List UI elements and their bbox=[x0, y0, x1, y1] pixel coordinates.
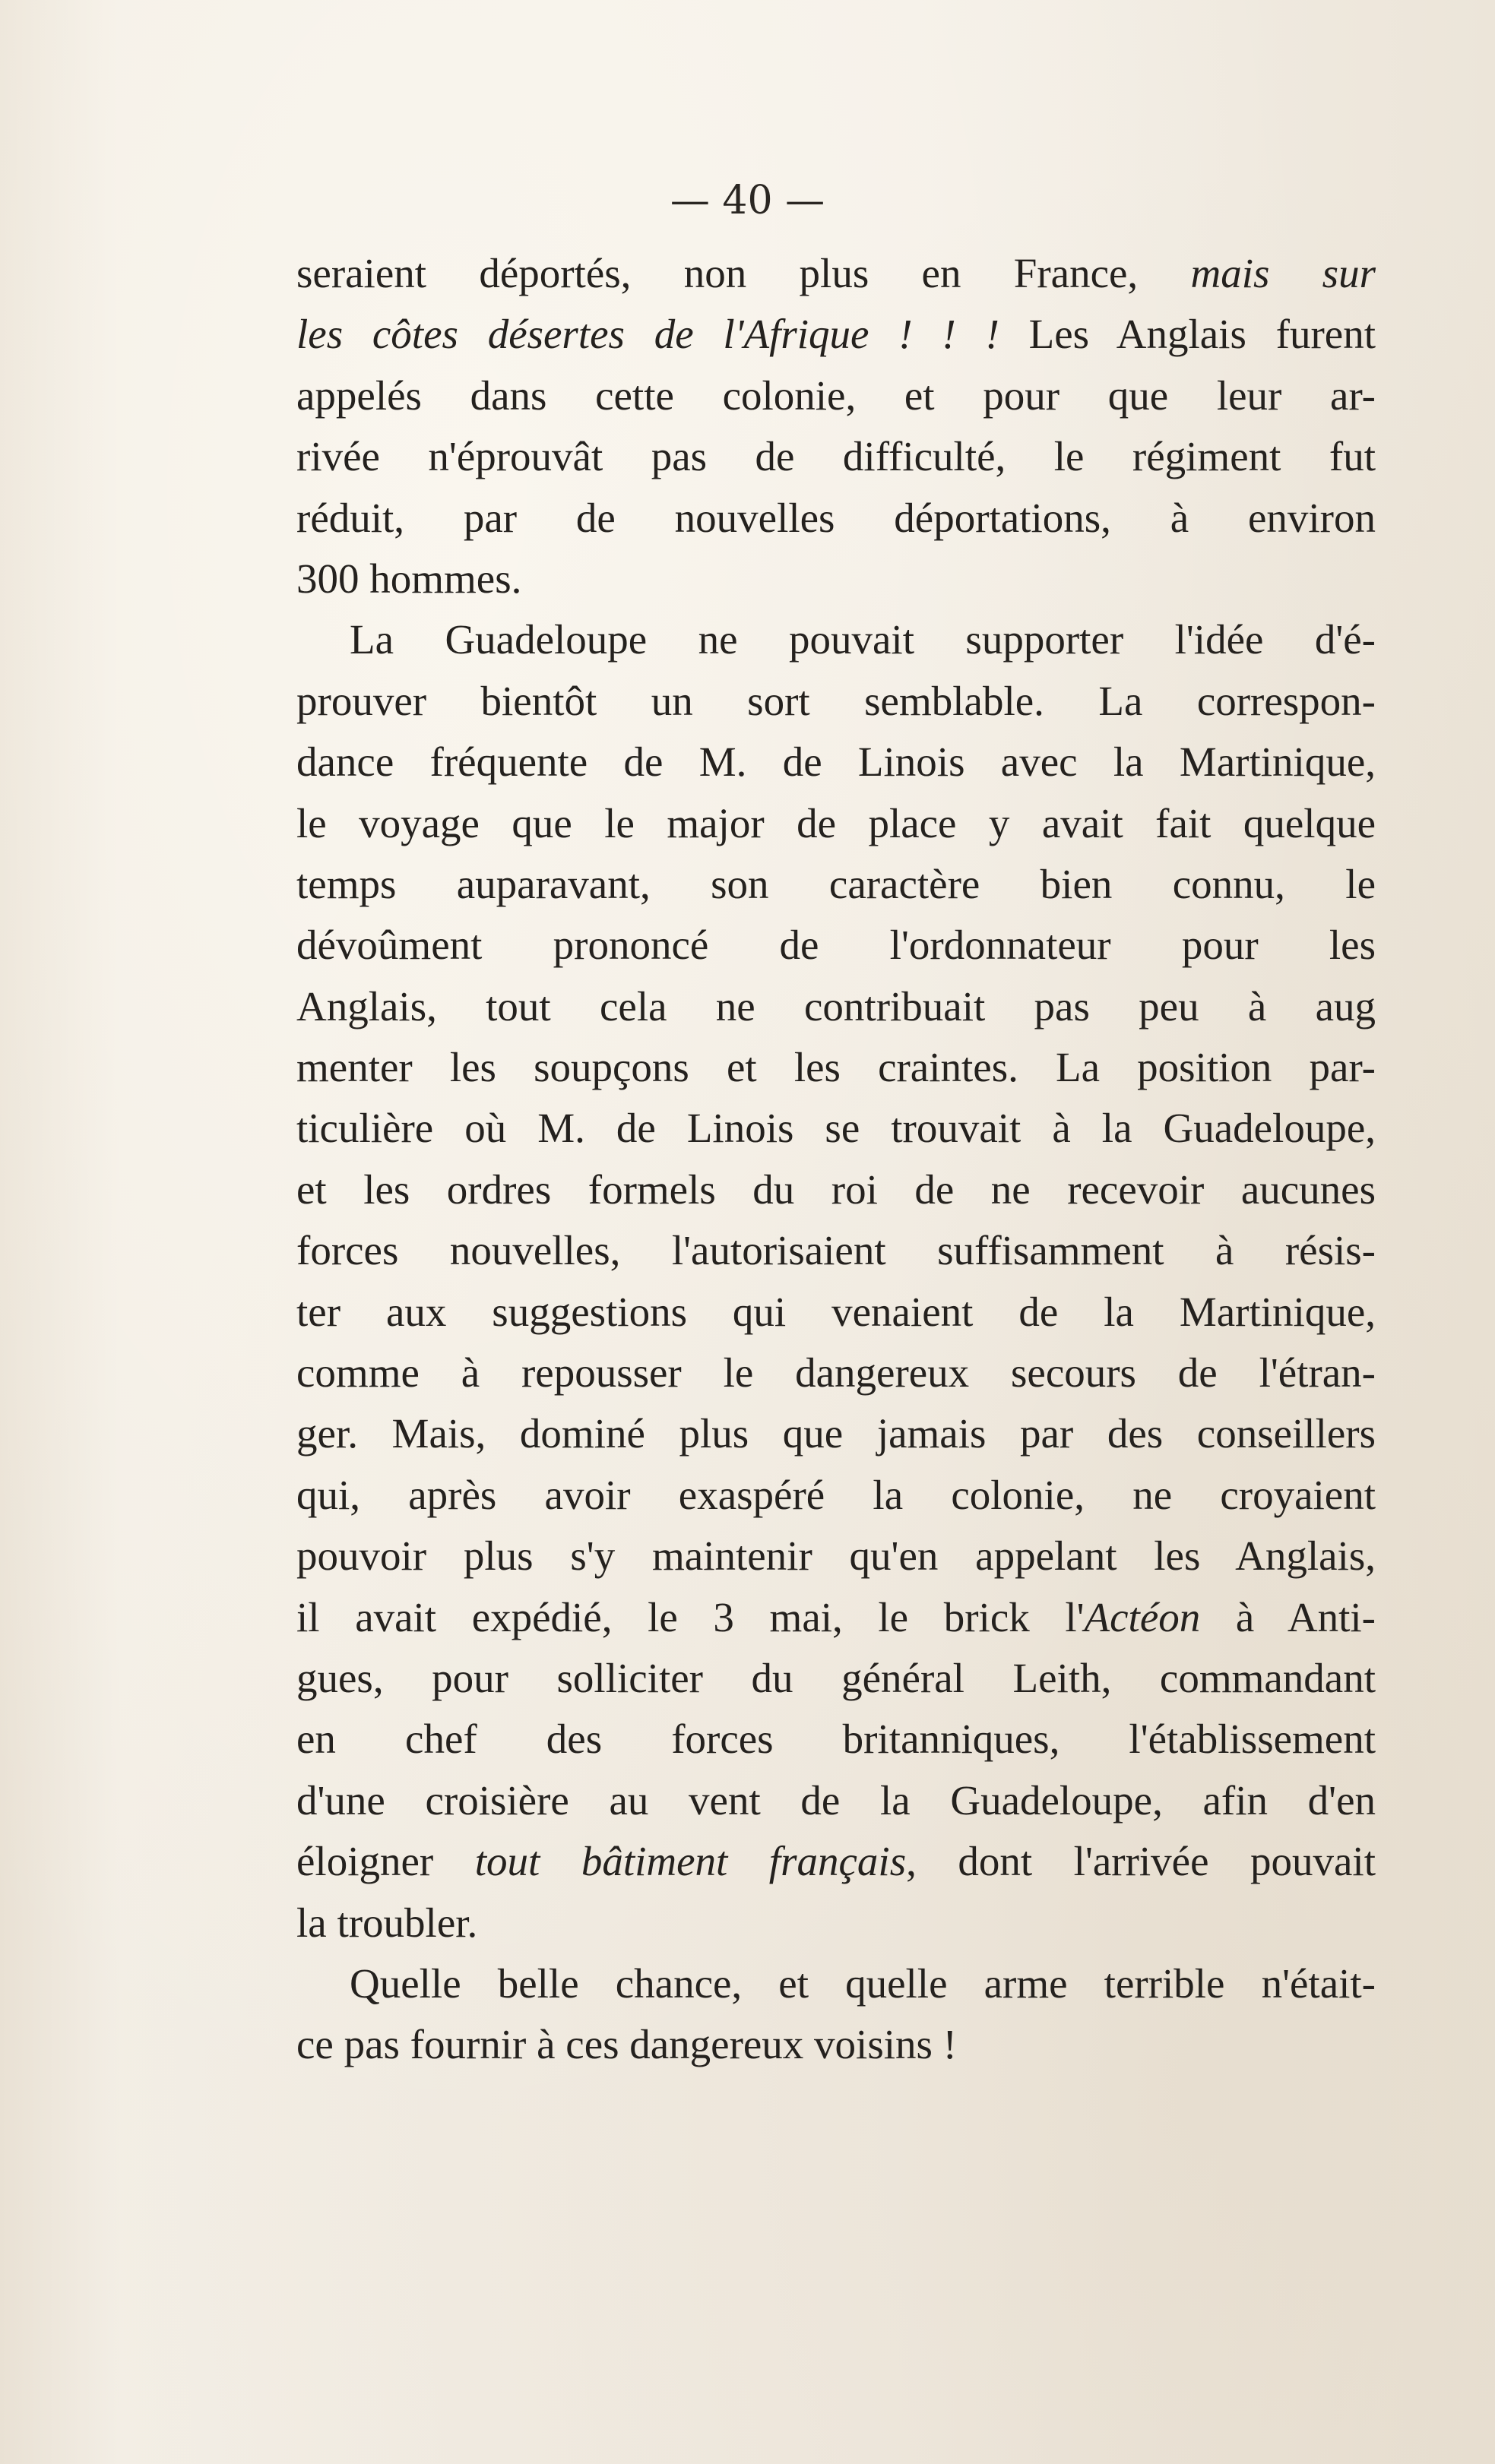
paragraph bbox=[296, 1953, 1376, 2076]
page-number: — 40 — bbox=[670, 178, 825, 223]
italic-text: les côtes désertes de l'Afrique ! ! ! bbox=[296, 311, 999, 358]
text-line bbox=[296, 854, 1376, 915]
text-run: réduit, par de nouvelles déportations, à environ bbox=[296, 494, 1376, 541]
text-run: Quelle belle chance, et quelle arme terrible n'était- bbox=[350, 1959, 1376, 2007]
text-run: seraient déportés, non plus en France, bbox=[296, 250, 1191, 296]
text-line bbox=[296, 1831, 1376, 1892]
paragraph bbox=[296, 243, 1376, 609]
paragraph bbox=[296, 609, 1376, 1953]
text-line bbox=[296, 1893, 1376, 1953]
italic-text: tout bâtiment français bbox=[474, 1838, 907, 1885]
text-run: le voyage que le major de place y avait fait quelque bbox=[296, 799, 1376, 846]
text-run: ger. Mais, dominé plus que jamais par des conseillers bbox=[296, 1410, 1376, 1457]
text-line bbox=[296, 1220, 1376, 1281]
text-line bbox=[296, 671, 1376, 732]
text-run: il avait expédié, le 3 mai, le brick l' bbox=[296, 1593, 1085, 1640]
text-line bbox=[296, 1282, 1376, 1343]
text-line bbox=[296, 1098, 1376, 1159]
text-line bbox=[296, 304, 1376, 365]
text-line bbox=[296, 1037, 1376, 1098]
text-run: rivée n'éprouvât pas de difficulté, le régiment fut bbox=[296, 433, 1376, 480]
text-line bbox=[296, 1770, 1376, 1831]
text-line bbox=[296, 488, 1376, 549]
text-run: en chef des forces britanniques, l'établissement bbox=[296, 1716, 1376, 1763]
text-run: temps auparavant, son caractère bien connu, le bbox=[296, 860, 1376, 907]
text-run: d'une croisière au vent de la Guadeloupe, afin d'en bbox=[296, 1776, 1376, 1823]
text-run: pouvoir plus s'y maintenir qu'en appelant les Anglais, bbox=[296, 1532, 1376, 1580]
text-run: forces nouvelles, l'autorisaient suffisamment à résis- bbox=[296, 1227, 1376, 1274]
text-line bbox=[296, 1343, 1376, 1403]
text-line bbox=[296, 1526, 1376, 1586]
text-run: Les Anglais furent bbox=[999, 311, 1376, 358]
text-run: 300 hommes. bbox=[296, 555, 522, 602]
text-line bbox=[296, 915, 1376, 976]
text-line bbox=[296, 609, 1376, 670]
text-run: à Anti- bbox=[1200, 1593, 1376, 1640]
body-text bbox=[296, 243, 1376, 2076]
text-run: appelés dans cette colonie, et pour que leur ar- bbox=[296, 372, 1376, 419]
italic-text: Actéon bbox=[1084, 1593, 1201, 1640]
text-line bbox=[296, 365, 1376, 426]
text-line bbox=[296, 1709, 1376, 1770]
text-run: prouver bientôt un sort semblable. La correspon- bbox=[296, 677, 1376, 724]
text-run: dance fréquente de M. de Linois avec la Martinique, bbox=[296, 739, 1376, 786]
text-run: comme à repousser le dangereux secours de l'étran- bbox=[296, 1349, 1376, 1396]
text-line bbox=[296, 1587, 1376, 1648]
text-run: qui, après avoir exaspéré la colonie, ne croyaient bbox=[296, 1471, 1376, 1518]
italic-text: mais sur bbox=[1190, 250, 1376, 296]
text-line bbox=[296, 732, 1376, 792]
text-run: La Guadeloupe ne pouvait supporter l'idée d'é- bbox=[350, 616, 1376, 663]
text-run: ter aux suggestions qui venaient de la Martinique, bbox=[296, 1288, 1376, 1335]
text-run: gues, pour solliciter du général Leith, commandant bbox=[296, 1654, 1376, 1701]
text-line bbox=[296, 243, 1376, 304]
text-run: la troubler. bbox=[296, 1899, 478, 1946]
text-run: menter les soupçons et les craintes. La position par- bbox=[296, 1044, 1376, 1091]
text-run: ticulière où M. de Linois se trouvait à la Guadeloupe, bbox=[296, 1105, 1376, 1152]
text-run: ce pas fournir à ces dangereux voisins ! bbox=[296, 2021, 957, 2068]
text-line bbox=[296, 1648, 1376, 1709]
text-line bbox=[296, 1159, 1376, 1220]
text-run: Anglais, tout cela ne contribuait pas peu à aug bbox=[296, 982, 1376, 1030]
text-line bbox=[296, 2014, 1376, 2075]
text-line bbox=[296, 976, 1376, 1037]
text-line bbox=[296, 1953, 1376, 2014]
text-run: dévoûment prononcé de l'ordonnateur pour les bbox=[296, 922, 1376, 969]
text-line bbox=[296, 1403, 1376, 1464]
text-run: et les ordres formels du roi de ne recevoir aucunes bbox=[296, 1166, 1376, 1213]
text-line bbox=[296, 549, 1376, 609]
text-run: éloigner bbox=[296, 1838, 475, 1885]
text-line bbox=[296, 793, 1376, 854]
text-line bbox=[296, 426, 1376, 487]
text-run: , dont l'arrivée pouvait bbox=[906, 1838, 1376, 1885]
text-line bbox=[296, 1465, 1376, 1526]
